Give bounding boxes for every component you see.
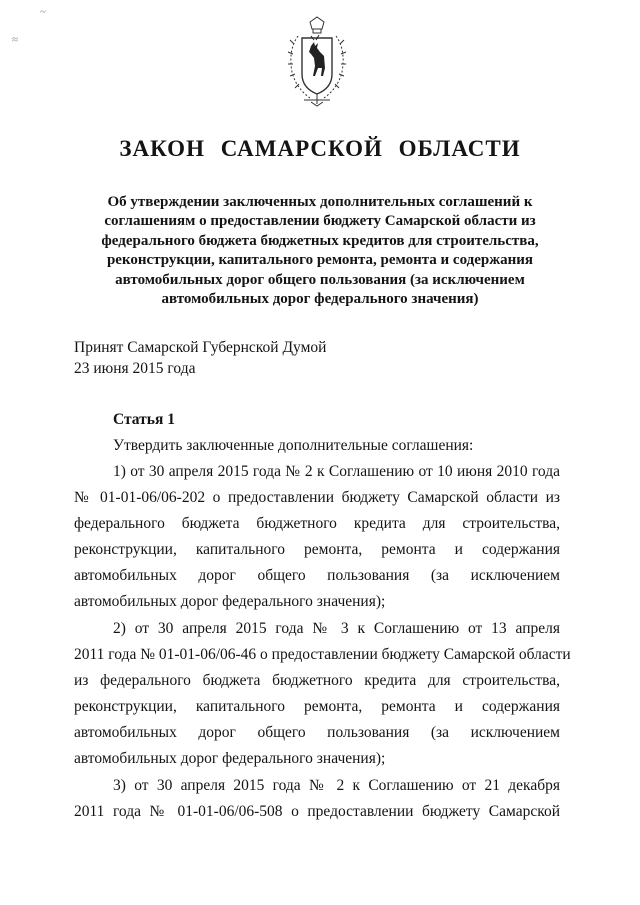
subject-line: автомобильных дорог федерального значения) xyxy=(161,291,479,308)
article-item-line: 3) от 30 апреля 2015 года № 2 к Соглашению от 21 декабря xyxy=(113,777,560,794)
scan-mark: ≈ xyxy=(12,34,19,46)
article-item-line: реконструкции, капитального ремонта, ремонта и содержания xyxy=(74,698,560,715)
article-item-line: № 01-01-06/06-202 о предоставлении бюджету Самарской области из xyxy=(74,489,560,506)
article-item-line: реконструкции, капитального ремонта, ремонта и содержания xyxy=(74,541,560,558)
law-subject-heading xyxy=(70,193,570,309)
adopted-by: Принят Самарской Губернской Думой xyxy=(74,339,327,356)
scan-mark: ~ xyxy=(40,6,46,18)
subject-line: реконструкции, капитального ремонта, ремонта и содержания xyxy=(106,252,534,269)
article-intro: Утвердить заключенные дополнительные соглашения: xyxy=(113,437,474,454)
article-item-line: автомобильных дорог федерального значения); xyxy=(74,593,386,610)
adopted-date: 23 июня 2015 года xyxy=(74,360,196,377)
article-item-line: федерального бюджета бюджетного кредита для строительства, xyxy=(74,515,560,532)
adoption-info xyxy=(74,337,326,379)
samara-coat-of-arms-emblem xyxy=(280,16,354,108)
article-item-line: 1) от 30 апреля 2015 года № 2 к Соглашению от 10 июня 2010 года xyxy=(113,463,560,480)
article-item-line: из федерального бюджета бюджетного кредита для строительства, xyxy=(74,672,560,689)
article-item-line: 2011 года № 01-01-06/06-46 о предоставлении бюджету Самарской области xyxy=(74,646,571,663)
article-item-line: автомобильных дорог общего пользования (за исключением xyxy=(74,567,560,584)
article-item-line: автомобильных дорог общего пользования (за исключением xyxy=(74,724,560,741)
article-item-line: 2011 года № 01-01-06/06-508 о предоставлении бюджету Самарской xyxy=(74,803,560,820)
law-title: ЗАКОН САМАРСКОЙ ОБЛАСТИ xyxy=(119,136,521,161)
article-item-line: 2) от 30 апреля 2015 года № 3 к Соглашению от 13 апреля xyxy=(113,620,560,637)
subject-line: Об утверждении заключенных дополнительных соглашений к xyxy=(107,194,533,210)
subject-line: федерального бюджета бюджетных кредитов для строительства, xyxy=(101,232,539,249)
subject-line: автомобильных дорог общего пользования (за исключением xyxy=(115,271,525,288)
article-item-line: автомобильных дорог федерального значения); xyxy=(74,750,386,767)
article-heading: Статья 1 xyxy=(113,411,175,428)
subject-line: соглашениям о предоставлении бюджету Самарской области из xyxy=(104,213,536,230)
